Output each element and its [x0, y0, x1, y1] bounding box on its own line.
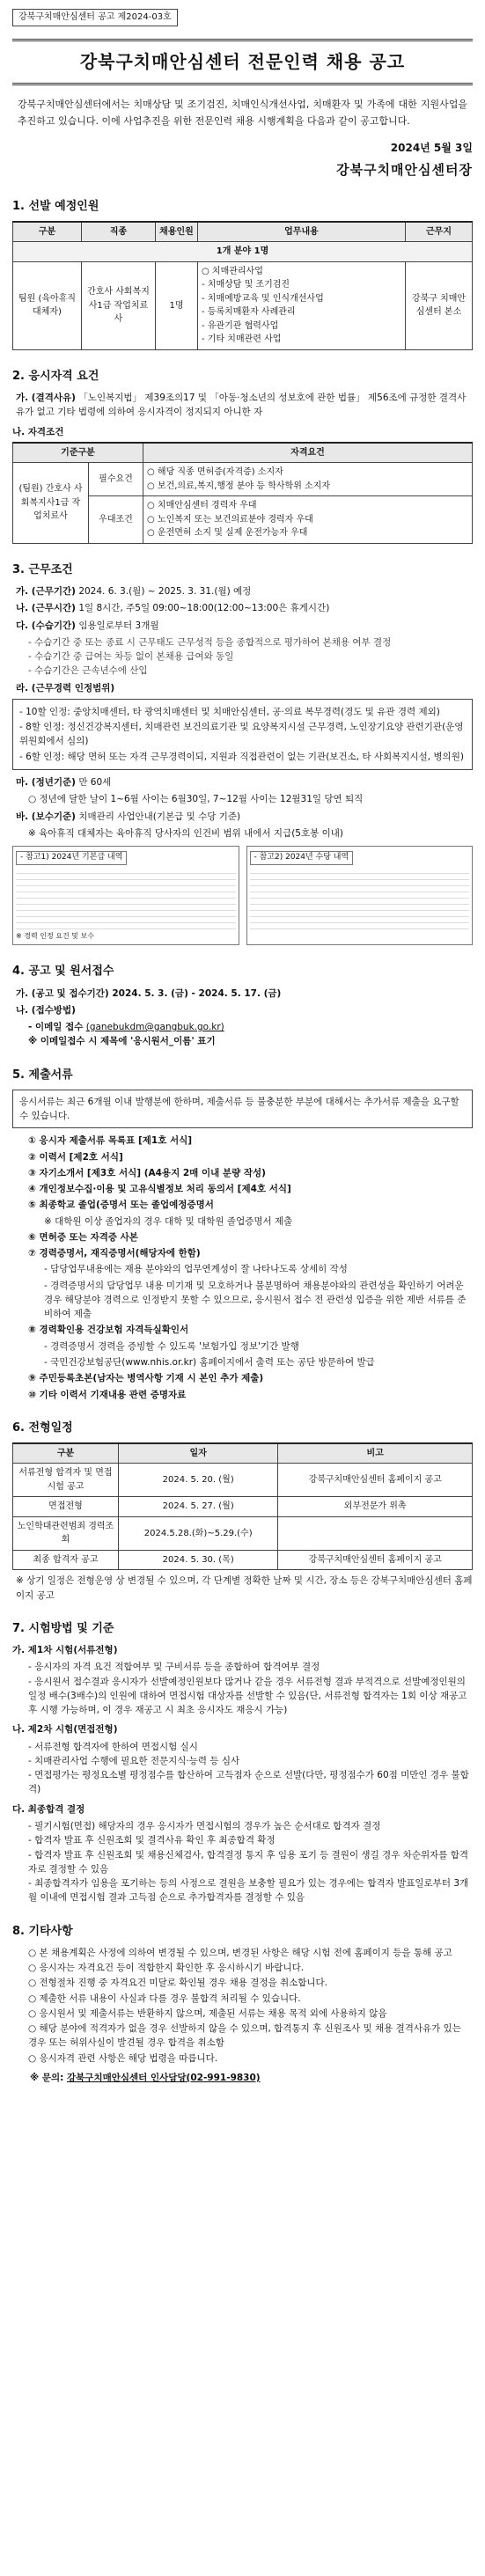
disqualification-label: 가. (결격사유)	[16, 393, 76, 404]
final-decision-item: - 필기시험(면접) 해당자의 경우 응시자가 면접시험의 경우가 높은 순서대로 합격자 결정	[28, 1821, 381, 1831]
final-decision-item: - 합격자 발표 후 신원조회 및 결격사유 확인 후 최종합격 확정	[28, 1835, 276, 1846]
table-row	[13, 1497, 473, 1517]
retirement-text: 만 60세	[78, 776, 112, 788]
exam2-label: 나. 제2차 시험(면접전형)	[12, 1724, 118, 1736]
exam1-label: 가. 제1차 시험(서류전형)	[12, 1645, 118, 1656]
col-tasks: 업무내용	[198, 222, 406, 242]
base-pay-table	[12, 846, 239, 945]
document-note: - 국민건강보험공단(www.nhis.or.kr) 홈페이지에서 출력 또는 공단 방문하여 발급	[44, 1356, 375, 1368]
exam2-item: - 서류전형 합격자에 한하여 면접시험 실시	[28, 1741, 198, 1752]
schedule-date: 2024. 5. 27. (월)	[119, 1497, 278, 1517]
other-note-item: ○ 응시자는 자격요건 등이 적합한지 확인한 후 응시하시기 바랍니다.	[28, 1963, 305, 1973]
notice-number: 강북구치매안심센터 공고 제2024-03호	[12, 9, 178, 26]
schedule-stage: 노인학대관련범죄 경력조회	[13, 1516, 119, 1550]
documents-list	[12, 1134, 473, 1402]
other-note-item: ○ 해당 분야에 적격자가 없을 경우 선발하지 않을 수 있으며, 합격통지 후 신원조사 및 채용 결격사유가 있는 경우 또는 허위사실이 발견될 경우 합격을 취소함	[28, 2023, 461, 2049]
col-count: 채용인원	[156, 222, 198, 242]
contact-label: ※ 문의	[30, 2072, 61, 2083]
schedule-stage: 면접전형	[13, 1497, 119, 1517]
task-item: - 치매상담 및 조기검진	[202, 280, 290, 290]
probation-note: - 수습기간은 근속년수에 산입	[28, 665, 148, 677]
career-range-box	[12, 699, 473, 770]
must-item: ○ 보건,의료,복지,행정 분야 등 학사학위 소지자	[147, 481, 331, 491]
task-item: - 치매예방교육 및 인식개선사업	[202, 293, 324, 304]
hours-label: 나. (근무시간)	[16, 603, 76, 614]
email-label: - 이메일 접수	[28, 1022, 84, 1033]
document-item: ④ 개인정보수집·이용 및 고유식별정보 처리 동의서 [제4호 서식]	[28, 1184, 291, 1195]
salary-label: 바. (보수기준)	[16, 811, 76, 822]
salary-note: ※ 육아휴직 대체자는 육아휴직 당사자의 인건비 범위 내에서 지급(5호봉 이내)	[28, 827, 343, 839]
section-6-heading: 6. 전형일정	[12, 1420, 73, 1435]
allowance-title: - 참고2) 2024년 수당 내역	[250, 851, 354, 865]
probation-label: 다. (수습기간)	[16, 620, 76, 631]
row-job: 간호사 사회복지사1급 작업치료사	[82, 261, 156, 349]
retirement-label: 마. (정년기준)	[16, 776, 76, 788]
exam1-item: - 응시원서 접수결과 응시자가 선발예정인원보다 많거나 같을 경우 서류전형 결과 부적격으로 선발예정인원의 일정 배수(3배수)의 인원에 대하여 면접시험 대상자를 선발할 수 있음(단, 서류전형 합격자는 1회 이상 재공고 후 시행 가능하며, 이 경우 재공고 시 최초 응시자도 재응시 가능)	[28, 1676, 467, 1716]
document-item: ⑩ 기타 이력서 기재내용 관련 증명자료	[28, 1389, 187, 1400]
row-category: 팀원 (육아휴직 대체자)	[13, 261, 82, 349]
pref-item: ○ 노인복지 또는 보건의료분야 경력자 우대	[147, 514, 313, 525]
col-place: 근무지	[406, 222, 473, 242]
intro-paragraph: 강북구치매안심센터에서는 치매상담 및 조기검진, 치매인식개선사업, 치매환자 및 가족에 대한 지원사업을 추진하고 있습니다. 이에 사업추진을 위한 전문인력 채용 시행계획을 다음과 같이 공고합니다.	[18, 98, 467, 127]
col-job: 직종	[82, 222, 156, 242]
other-notes-list	[12, 1946, 473, 2066]
page-title: 강북구치매안심센터 전문인력 채용 공고	[79, 50, 406, 72]
qualification-category: (팀원) 간호사 사회복지사1급 작업치료사	[13, 463, 89, 544]
period-label: 가. (근무기간)	[16, 586, 76, 598]
email-note: ※ 이메일접수 시 제목에 '응시원서_이름' 표기	[28, 1036, 216, 1047]
document-note: - 경력증명서 경력을 증빙할 수 있도록 '보험가입 정보'기간 발행	[44, 1340, 299, 1352]
table-row	[13, 1464, 473, 1497]
other-note-item: ○ 응시원서 및 제출서류는 반환하지 않으며, 제출된 서류는 채용 목적 외에 사용하지 않음	[28, 2007, 387, 2019]
career-range-item: - 10할 인정: 중앙치매센터, 타 광역치매센터 및 치매안심센터, 공·의료 복무경력(경도 및 유관 경력 제외)	[19, 706, 440, 717]
retirement-note: ○ 정년에 달한 날이 1~6월 사이는 6월30일, 7~12월 사이는 12월31일 당연 퇴직	[28, 794, 364, 805]
section-4-heading: 4. 공고 및 원서접수	[12, 965, 114, 979]
schedule-remark: 강북구치매안심센터 홈페이지 공고	[278, 1464, 473, 1497]
exam1-item: - 응시자의 자격 요건 적합여부 및 구비서류 등을 종합하여 합격여부 결정	[28, 1662, 320, 1673]
salary-reference-tables	[12, 846, 473, 945]
col-criteria: 기준구분	[13, 443, 143, 463]
final-decision-label: 다. 최종합격 결정	[12, 1803, 85, 1815]
schedule-remark: 외부전문가 위촉	[278, 1497, 473, 1517]
application-method-label: 나. (접수방법)	[16, 1004, 76, 1016]
career-range-item: - 8할 인정: 정신건강복지센터, 치매관련 보건의료기관 및 요양복지시설 근무경력, 노인장기요양 관련기관(운영위원회에서 심의)	[19, 722, 464, 747]
salary-text: 치매관리 사업안내(기본급 및 수당 기준)	[78, 811, 241, 822]
pref-item: ○ 운전면허 소지 및 실제 운전가능자 우대	[147, 528, 308, 539]
document-item: ③ 자기소개서 [제3호 서식] (A4용지 2매 이내 분량 작성)	[28, 1167, 266, 1178]
probation-text: 임용일로부터 3개월	[78, 620, 159, 631]
task-item: ○ 치매관리사업	[202, 266, 263, 276]
base-pay-grid	[16, 868, 236, 929]
pref-item: ○ 치매안심센터 경력자 우대	[147, 501, 257, 511]
exam2-item: - 면접평가는 평정요소별 평정점수를 합산하여 고득점자 순으로 선발(다만, 평정점수가 60점 미만인 경우 불합격)	[28, 1770, 469, 1795]
document-note: ※ 대학원 이상 졸업자의 경우 대학 및 대학원 졸업증명서 제출	[44, 1215, 293, 1227]
section-2-heading: 2. 응시자격 요건	[12, 369, 99, 383]
task-item: - 기타 치매관련 사업	[202, 334, 282, 345]
table-row	[13, 1516, 473, 1550]
section-7-heading: 7. 시험방법 및 기준	[12, 1621, 114, 1635]
other-note-item: ○ 전형절차 진행 중 자격요건 미달로 확인될 경우 채용 결정을 취소합니다.	[28, 1978, 328, 1989]
document-note: - 경력증명서의 담당업무 내용 미기재 및 모호하거나 불분명하여 채용분야와의 관련성을 확인하기 어려운 경우 해당분야 경력으로 인정받지 못할 수 있으므로, 응시원서 접수 전 관련성 입증을 위한 제반 서류를 준비하여 제출	[44, 1280, 467, 1320]
other-note-item: ○ 응시자격 관련 사항은 해당 법령을 따릅니다.	[28, 2052, 218, 2064]
email-address-link[interactable]: (ganebukdm@gangbuk.go.kr)	[85, 1022, 224, 1033]
probation-note: - 수습기간 중 또는 종료 시 근무태도 근무성적 등을 종합적으로 평가하여 본채용 여부 결정	[28, 636, 392, 648]
section-8-heading: 8. 기타사항	[12, 1924, 73, 1938]
must-item: ○ 해당 직종 면허증(자격증) 소지자	[147, 467, 283, 478]
document-item: ① 응시자 제출서류 목록표 [제1호 서식]	[28, 1135, 193, 1147]
career-range-item: - 6할 인정: 해당 면허 또는 자격 근무경력이되, 지원과 직접관련이 없는 기관(보건소, 타 사회복지시설, 병의원)	[19, 751, 464, 762]
row-count: 1명	[156, 261, 198, 349]
col-category: 구분	[13, 222, 82, 242]
schedule-note: ※ 상기 일정은 전형운영 상 변경될 수 있으며, 각 단계별 정확한 날짜 및 시간, 장소 등은 강북구치매안심센터 홈페이지 공고	[16, 1575, 473, 1601]
must-label: 필수요건	[89, 463, 143, 496]
document-note: - 담당업무내용에는 재용 분야와의 업무연계성이 잘 나타나도록 상세히 작성	[44, 1264, 348, 1275]
document-item: ⑤ 최종학교 졸업(증명서 또는 졸업예정증명서	[28, 1200, 214, 1211]
section-1-heading: 1. 선발 예정인원	[12, 199, 99, 213]
task-item: - 유관기관 협력사업	[202, 320, 279, 331]
period-text: 2024. 6. 3.(월) ~ 2025. 3. 31.(월) 예정	[78, 586, 252, 598]
document-item: ⑥ 면허증 또는 자격증 사본	[28, 1231, 138, 1243]
documents-notice-box: 응시서류는 최근 6개월 이내 발행분에 한하며, 제출서류 등 불충분한 부분에 대해서는 추가서류 제출을 요구할 수 있습니다.	[12, 1090, 473, 1129]
application-period-label: 가. (공고 및 접수기간)	[16, 987, 109, 999]
recruitment-table	[12, 221, 473, 350]
schedule-date: 2024.5.28.(화)~5.29.(수)	[119, 1516, 278, 1550]
document-item: ② 이력서 [제2호 서식]	[28, 1151, 123, 1163]
schedule-stage: 서류전형 합격자 및 면접시험 공고	[13, 1464, 119, 1497]
other-note-item: ○ 본 채용계획은 사정에 의하여 변경될 수 있으며, 변경된 사항은 해당 시험 전에 홈페이지 등을 통해 공고	[28, 1947, 452, 1958]
schedule-stage: 최종 합격자 공고	[13, 1550, 119, 1570]
col-remark: 비고	[278, 1443, 473, 1464]
document-item: ⑧ 경력확인용 건강보험 자격득실확인서	[28, 1325, 189, 1336]
issuer-name: 강북구치매안심센터장	[336, 161, 473, 178]
schedule-table	[12, 1442, 473, 1571]
final-decision-item: - 합격자 발표 후 신원조회 및 채용신체검사, 합격결정 통지 후 임용 포기 등 결원이 생길 경우 차순위자를 합격자로 결정할 수 있음	[28, 1849, 469, 1875]
other-note-item: ○ 제출한 서류 내용이 사실과 다를 경우 불합격 처리될 수 있습니다.	[28, 1993, 301, 2004]
col-date: 일자	[119, 1443, 278, 1464]
allowance-grid	[250, 868, 470, 929]
probation-note: - 수습기간 중 급여는 차등 없이 본채용 급여와 동일	[28, 651, 234, 663]
row-place: 강북구 치매안심센터 본소	[406, 261, 473, 349]
schedule-remark	[278, 1516, 473, 1550]
schedule-date: 2024. 5. 30. (목)	[119, 1550, 278, 1570]
schedule-date: 2024. 5. 20. (월)	[119, 1464, 278, 1497]
hours-text: 1일 8시간, 주5일 09:00~18:00(12:00~13:00은 휴게시간)	[78, 603, 330, 614]
final-decision-item: - 최종합격자가 임용을 포기하는 등의 사정으로 결원을 보충할 필요가 있는 경우에는 합격자 발표일로부터 3개월 이내에 면접시험 결과 고득점 순으로 추가합격자를 결정할 수 있음	[28, 1878, 469, 1904]
table-row	[13, 1550, 473, 1570]
section-3-heading: 3. 근무조건	[12, 562, 73, 576]
announcement-date: 2024년 5월 3일	[390, 142, 473, 154]
contact-info: ※ 문의: 강북구치매안심센터 인사담당(02-991-9830)	[30, 2072, 261, 2083]
title-box	[12, 39, 473, 85]
schedule-remark: 강북구치매안심센터 홈페이지 공고	[278, 1550, 473, 1570]
group-label: 1개 분야 1명	[13, 242, 473, 262]
pref-items	[143, 496, 473, 544]
career-range-label: 라. (근무경력 인정범위)	[16, 682, 115, 694]
disqualification-text: 「노인복지법」 제39조의17 및 「아동·청소년의 성보호에 관한 법률」 제56조에 규정한 결격사유가 없고 기타 법령에 의하여 응시자격이 정지되지 아니한 자	[16, 393, 467, 418]
section-5-heading: 5. 제출서류	[12, 1068, 73, 1082]
col-stage: 구분	[13, 1443, 119, 1464]
contact-text: 강북구치매안심센터 인사담당(02-991-9830)	[67, 2072, 261, 2083]
must-items	[143, 463, 473, 496]
allowance-table	[246, 846, 474, 945]
base-pay-title: - 참고1) 2024년 기본급 내역	[16, 851, 127, 865]
exam2-item: - 치매관리사업 수행에 필요한 전문지식·능력 등 심사	[28, 1755, 240, 1766]
base-pay-note: ※ 경력 인정 요건 및 보수	[16, 931, 94, 940]
application-period-text: 2024. 5. 3. (금) - 2024. 5. 17. (금)	[112, 987, 282, 999]
row-tasks	[198, 261, 406, 349]
task-item: - 등록치매환자 사례관리	[202, 307, 296, 318]
document-item: ⑨ 주민등록초본(남자는 병역사항 기재 시 본인 추가 제출)	[28, 1373, 264, 1384]
document-item: ⑦ 경력증명서, 재직증명서(해당자에 한함)	[28, 1248, 201, 1259]
col-requirements: 자격요건	[143, 443, 473, 463]
pref-label: 우대조건	[89, 496, 143, 544]
qualification-label: 나. 자격조건	[12, 426, 64, 437]
qualification-table	[12, 442, 473, 544]
